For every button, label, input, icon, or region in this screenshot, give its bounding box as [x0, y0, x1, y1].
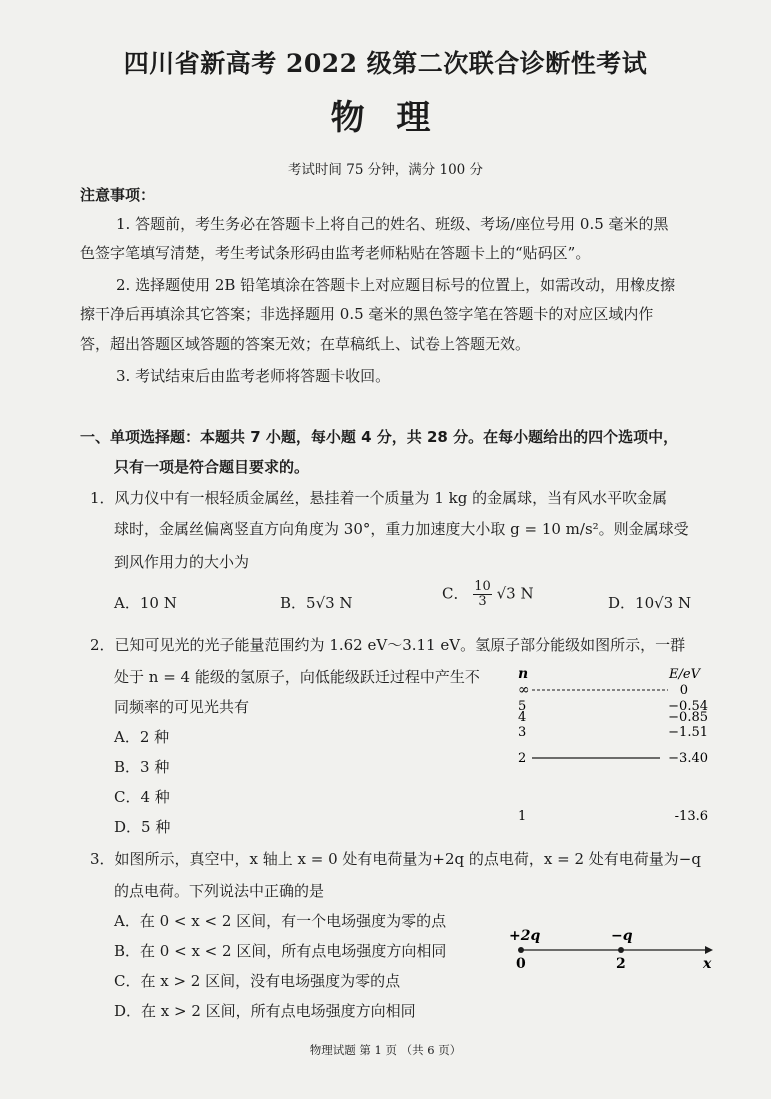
q3-option-c: C．在 x > 2 区间，没有电场强度为零的点: [114, 972, 401, 990]
charge1-label: +2q: [509, 928, 541, 944]
notice-item2-line3: 答，超出答题区域答题的答案无效；在草稿纸上、试卷上答题无效。: [80, 335, 531, 353]
level-n-1: 1: [518, 809, 527, 824]
energy-diagram-n-label: n: [518, 666, 529, 682]
q1-option-c-denominator: 3: [478, 594, 487, 609]
section1-heading-line1: 一、单项选择题：本题共 7 小题，每小题 4 分，共 28 分。在每小题给出的四个选项中，: [80, 428, 679, 446]
pos2-label: 2: [616, 956, 626, 972]
q1-option-c-prefix: C．: [442, 584, 469, 603]
notice-item1-line2: 色签字笔填写清楚，考生考试条形码由监考老师粘贴在答题卡上的“贴码区”。: [80, 244, 591, 262]
level-e-inf: 0: [679, 683, 688, 698]
notice-item2-line2: 擦干净后再填涂其它答案；非选择题用 0.5 毫米的黑色签字笔在答题卡的对应区域内作: [80, 305, 654, 323]
level-e-5: −0.54: [668, 699, 708, 714]
page-footer: 物理试题 第 1 页 （共 6 页）: [309, 1043, 462, 1057]
axis-x-label: x: [703, 956, 712, 972]
q1-stem-line3: 到风作用力的大小为: [114, 553, 250, 571]
q1-option-c: [442, 580, 534, 609]
q3-stem-line2: 的点电荷。下列说法中正确的是: [114, 882, 325, 900]
charge2-label: −q: [611, 928, 633, 944]
q1-stem-line2: 球时，金属丝偏离竖直方向角度为 30°，重力加速度大小取 g = 10 m/s²。则金属球受: [114, 520, 689, 538]
q2-stem-line3: 同频率的可见光共有: [114, 698, 250, 716]
q2-option-d: D．5 种: [114, 818, 171, 836]
charge-axis-diagram: [505, 924, 721, 974]
charge2-point: [618, 947, 624, 953]
q1-option-c-suffix: √3 N: [496, 584, 534, 603]
level-n-2: 2: [518, 751, 527, 766]
q3-stem-line1: 3．如图所示，真空中，x 轴上 x = 0 处有电荷量为+2q 的点电荷，x = 2 处有电荷量为−q: [90, 850, 701, 868]
level-n-3: 3: [518, 725, 527, 740]
level-e-4: −0.85: [668, 710, 708, 725]
q3-option-d: D．在 x > 2 区间，所有点电场强度方向相同: [114, 1002, 416, 1020]
q1-option-c-numerator: 10: [474, 579, 491, 594]
level-e-2: −3.40: [668, 751, 708, 766]
level-n-4: 4: [518, 710, 527, 725]
notice-item1-line1: 1. 答题前，考生务必在答题卡上将自己的姓名、班级、考场/座位号用 0.5 毫米的黑: [116, 215, 669, 233]
q1-stem-line1: 1．风力仪中有一根轻质金属丝，悬挂着一个质量为 1 kg 的金属球，当有风水平吹金属: [90, 489, 668, 507]
q2-option-a: A．2 种: [114, 728, 170, 746]
q2-stem-line1: 2．已知可见光的光子能量范围约为 1.62 eV～3.11 eV。氢原子部分能级如图所示，一群: [90, 636, 686, 654]
exam-title: 四川省新高考 2022 级第二次联合诊断性考试: [123, 49, 648, 78]
q3-option-b: B．在 0 < x < 2 区间，所有点电场强度方向相同: [114, 942, 447, 960]
level-n-5: 5: [518, 699, 527, 714]
q2-option-c: C．4 种: [114, 788, 170, 806]
level-e-3: −1.51: [668, 725, 708, 740]
charge1-point: [518, 947, 524, 953]
energy-diagram-e-label: E/eV: [669, 667, 700, 682]
exam-info: 考试时间 75 分钟，满分 100 分: [287, 162, 484, 178]
q1-option-d: D．10√3 N: [608, 594, 692, 612]
q1-option-a: A．10 N: [114, 594, 177, 612]
x-axis-arrow-icon: [705, 946, 713, 954]
notice-heading: 注意事项：: [80, 186, 156, 204]
subject-title: 物 理: [330, 98, 441, 138]
q1-option-c-fraction: [473, 580, 492, 609]
level-e-1: -13.6: [674, 809, 708, 824]
pos1-label: 0: [516, 956, 526, 972]
section1-heading-line2: 只有一项是符合题目要求的。: [114, 458, 310, 476]
q2-option-b: B．3 种: [114, 758, 170, 776]
q1-option-b: B．5√3 N: [280, 594, 353, 612]
notice-item2-line1: 2. 选择题使用 2B 铅笔填涂在答题卡上对应题目标号的位置上，如需改动，用橡皮擦: [116, 276, 676, 294]
level-n-inf: ∞: [518, 682, 530, 698]
q3-option-a: A．在 0 < x < 2 区间，有一个电场强度为零的点: [114, 912, 447, 930]
q2-stem-line2: 处于 n = 4 能级的氢原子，向低能级跃迁过程中产生不: [114, 668, 480, 686]
notice-item3: 3. 考试结束后由监考老师将答题卡收回。: [116, 367, 391, 385]
energy-level-diagram: [510, 664, 710, 828]
